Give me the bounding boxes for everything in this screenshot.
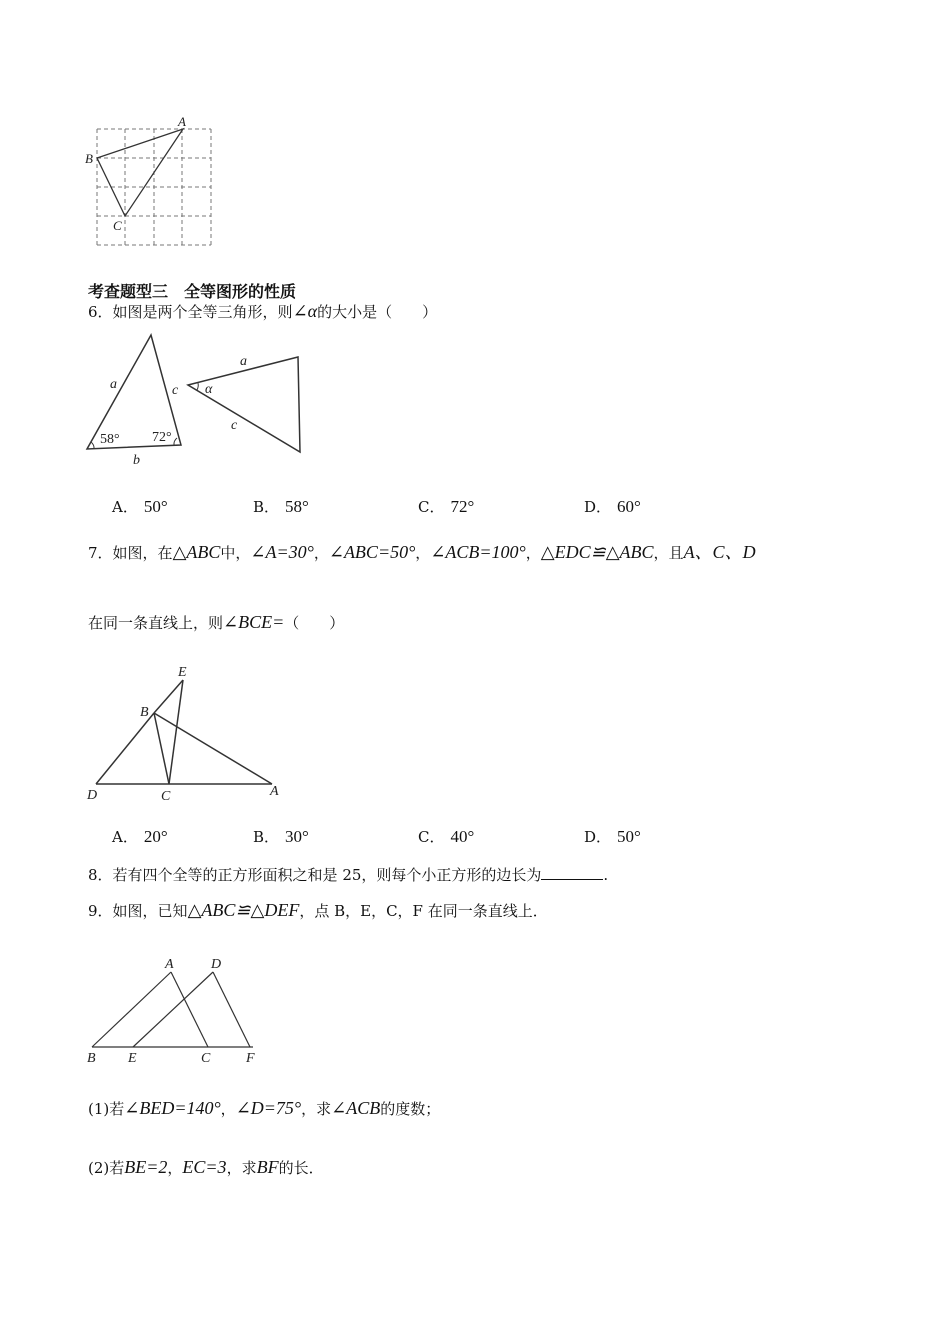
question-text: 中， (220, 544, 251, 562)
q6-option-a[interactable]: A． 50° (112, 497, 168, 516)
label-f: F (246, 1051, 255, 1066)
condition-angle-acb: ∠ACB=100° (430, 542, 526, 562)
question-text: ，点 B，E，C，F 在同一条直线上． (299, 902, 548, 920)
triangle-abc-expr: △ABC (172, 542, 221, 562)
question-text: 的度数； (380, 1100, 441, 1118)
question-text: 且 (668, 544, 684, 562)
condition-ec: EC=3 (182, 1157, 227, 1177)
question-number: 8． (88, 866, 113, 884)
label-c: C (201, 1051, 211, 1066)
q6-option-d[interactable]: D． 60° (584, 497, 641, 516)
answer-blank[interactable] (541, 878, 603, 880)
question-6-stem (88, 301, 437, 322)
label-side-a: a (110, 377, 117, 392)
q9-figure (80, 952, 270, 1067)
question-text: 如图，已知 (112, 902, 188, 920)
angle-arc-alpha (197, 383, 198, 390)
angle-arc-58 (91, 442, 94, 449)
question-9-part1: (1)若∠BED=140°，∠D=75°，求∠ACB的度数； (88, 1098, 441, 1118)
question-text: 在同一条直线上，则 (88, 614, 224, 632)
condition-angle-a: ∠A=30° (250, 542, 314, 562)
question-number: 6． (88, 303, 113, 321)
condition-be: BE=2 (124, 1157, 168, 1177)
section-heading: 考查题型三 全等图形的性质 (88, 282, 297, 301)
label-side-a-right: a (240, 354, 247, 369)
part-label: (1)若 (88, 1100, 125, 1118)
question-number: 9． (88, 902, 113, 920)
label-a: A (165, 957, 174, 972)
question-text: 如图是两个全等三角形，则 (112, 303, 293, 321)
question-text: 求 (241, 1159, 257, 1177)
label-b: B (85, 151, 93, 166)
q7-option-b[interactable]: B． 30° (253, 827, 309, 846)
label-b: B (140, 705, 149, 720)
condition-angle-bed: ∠BED=140° (124, 1098, 221, 1118)
grid-triangle-figure (80, 115, 230, 255)
congruence-expr: △EDC≌△ABC (540, 542, 654, 562)
label-a: A (270, 784, 279, 799)
question-8-stem (88, 864, 608, 885)
answer-paren: （ ） (284, 614, 345, 632)
q6-option-c[interactable]: C． 72° (418, 497, 475, 516)
question-7-stem-line1: 7．如图，在△ABC中，∠A=30°，∠ABC=50°，∠ACB=100°，△EDC≌△ABC，且A、C、D (88, 542, 756, 562)
condition-angle-d: ∠D=75° (235, 1098, 302, 1118)
label-a: A (178, 114, 186, 129)
label-side-b: b (133, 453, 140, 468)
target-angle-acb: ∠ACB (331, 1098, 381, 1118)
label-d: D (211, 957, 222, 972)
label-side-c-right: c (231, 418, 238, 433)
question-9-part2: (2)若BE=2，EC=3，求BF的长． (88, 1157, 324, 1177)
q7-option-d[interactable]: D． 50° (584, 827, 641, 846)
collinear-points: A、C、D (683, 542, 756, 562)
question-text: 的大小是（ ） (317, 303, 438, 321)
label-b: B (87, 1051, 96, 1066)
right-triangle (188, 357, 300, 452)
question-text: 的长． (278, 1159, 324, 1177)
congruence-expr: △ABC≌△DEF (187, 900, 300, 920)
label-c: C (113, 218, 122, 233)
question-text: 求 (316, 1100, 332, 1118)
label-side-c: c (172, 383, 179, 398)
label-e: E (178, 665, 187, 680)
target-bf: BF (256, 1157, 279, 1177)
label-alpha: α (205, 382, 213, 397)
label-c: C (161, 789, 171, 804)
target-angle-bce: ∠BCE= (223, 612, 285, 632)
q6-figure (80, 325, 320, 470)
q6-option-b[interactable]: B． 58° (253, 497, 309, 516)
question-text: 若有四个全等的正方形面积之和是 25，则每个小正方形的边长为 (112, 866, 542, 884)
question-7-stem-line2 (88, 612, 344, 633)
question-number: 7． (88, 544, 113, 562)
q7-option-a[interactable]: A． 20° (112, 827, 168, 846)
angle-alpha-expr: ∠α (292, 301, 318, 321)
label-angle-72: 72° (152, 430, 172, 445)
question-text: . (603, 866, 609, 884)
part-label: (2)若 (88, 1159, 125, 1177)
condition-angle-abc: ∠ABC=50° (328, 542, 416, 562)
label-e: E (128, 1051, 137, 1066)
question-9-stem (88, 900, 548, 921)
question-text: 如图，在 (112, 544, 173, 562)
triangle-abc (97, 129, 183, 216)
angle-arc-72 (174, 438, 177, 445)
q7-option-c[interactable]: C． 40° (418, 827, 475, 846)
q7-figure (80, 660, 290, 805)
label-d: D (87, 788, 98, 803)
label-angle-58: 58° (100, 432, 120, 447)
